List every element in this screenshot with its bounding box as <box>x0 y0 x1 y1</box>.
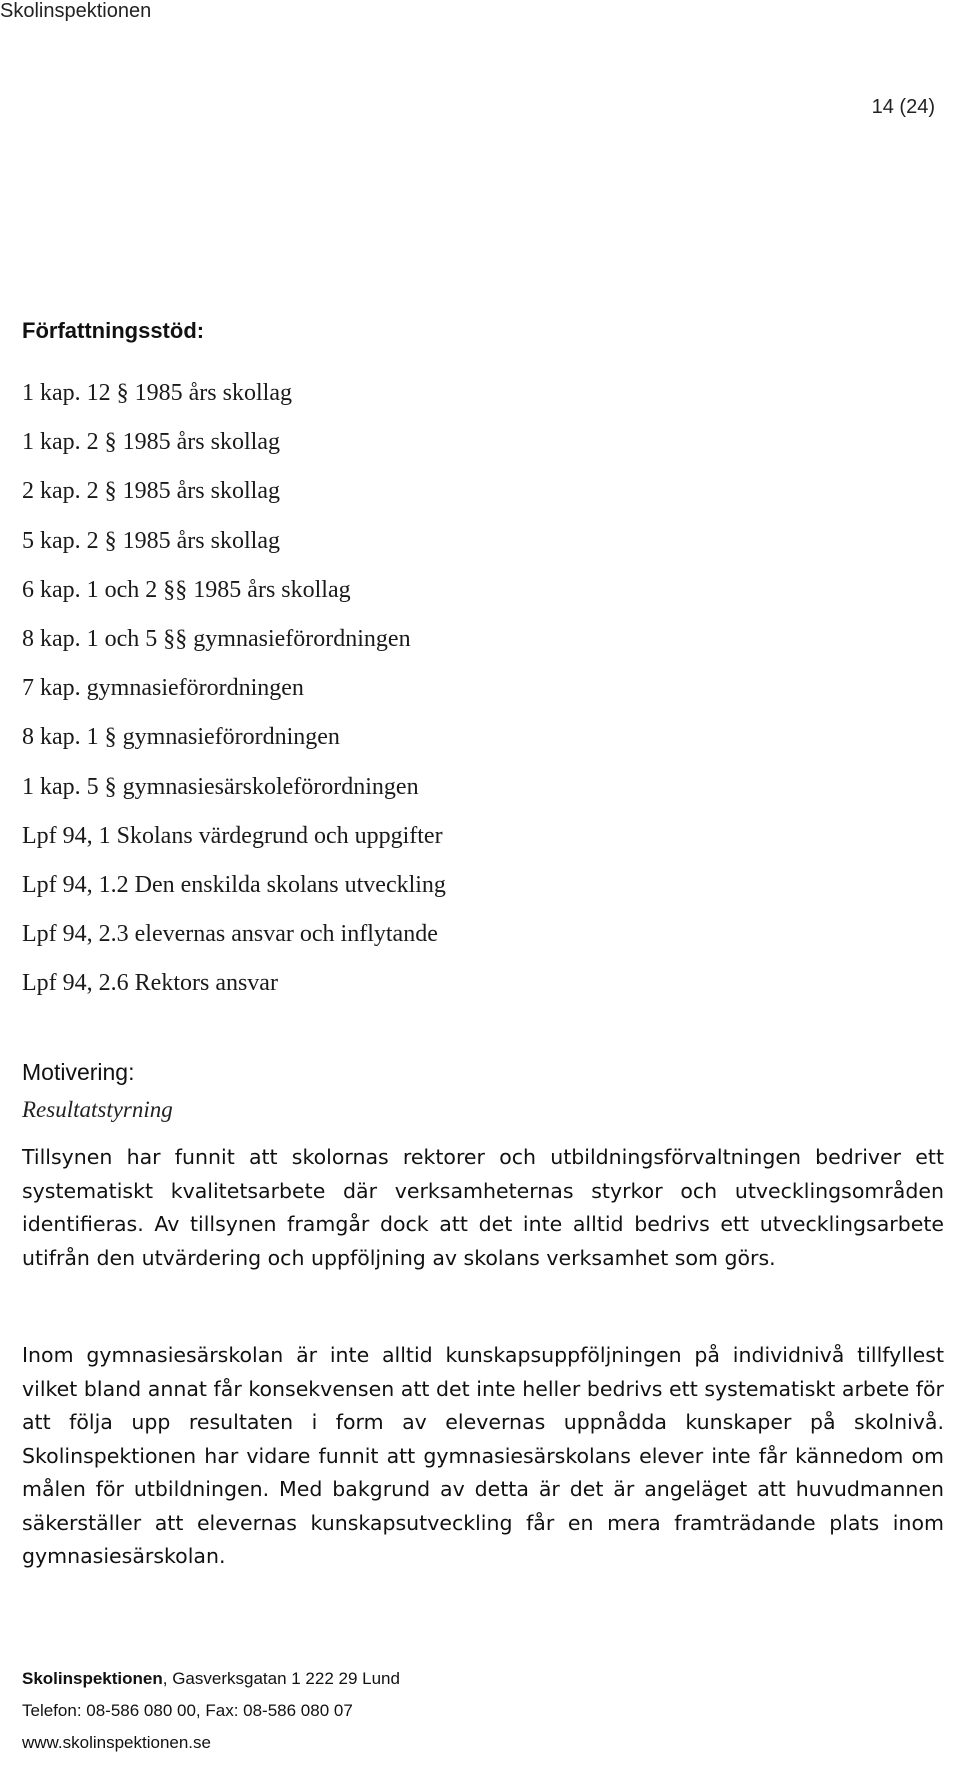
motivation-paragraph: Inom gymnasiesärskolan är inte alltid kunskapsuppföljningen på individnivå tillfyllest vilket bland annat får konsekvensen att det inte heller bedrivs ett systematiskt arbete för att följa upp resultaten i form av elevernas uppnådda kunskaper på skolnivå. Skolinspektionen har vidare funnit att gymnasiesärskolans elever inte får kännedom om målen för utbildningen. Med bakgrund av detta är det är angeläget att huvudmannen säkerställer att elevernas kunskapsutveckling får en mera framträdande plats inom gymnasiesärskolan. <box>22 1343 944 1568</box>
regulation-item: Lpf 94, 1 Skolans värdegrund och uppgifter <box>22 822 443 849</box>
motivation-subheading: Resultatstyrning <box>22 1097 173 1122</box>
motivation-paragraph: Tillsynen har funnit att skolornas rektorer och utbildningsförvaltningen bedriver ett systematiskt kvalitetsarbete där verksamheternas styrkor och utvecklingsområden identifieras. Av tillsynen framgår dock att det inte alltid bedrivs ett utvecklingsarbete utifrån den utvärdering och uppföljning av skolans verksamhet som görs. <box>22 1145 944 1270</box>
footer-address: , Gasverksgatan 1 222 29 Lund <box>162 1669 400 1688</box>
regulation-item: 1 kap. 2 § 1985 års skollag <box>22 429 280 456</box>
regulation-item: 2 kap. 2 § 1985 års skollag <box>22 478 280 505</box>
regulation-item: 5 kap. 2 § 1985 års skollag <box>22 527 280 554</box>
header-org: Skolinspektionen <box>0 0 152 22</box>
regulation-item: 8 kap. 1 § gymnasieförordningen <box>22 724 340 751</box>
regulation-list <box>22 369 446 1009</box>
footer-phone: Telefon: 08-586 080 00, Fax: 08-586 080 07 <box>22 1701 353 1720</box>
regulation-item: 7 kap. gymnasieförordningen <box>22 675 304 702</box>
footer <box>22 1663 400 1759</box>
motivation-heading: Motivering: <box>22 1059 135 1085</box>
regulation-item: 6 kap. 1 och 2 §§ 1985 års skollag <box>22 576 351 603</box>
footer-website: www.skolinspektionen.se <box>22 1733 211 1752</box>
regulation-item: Lpf 94, 2.6 Rektors ansvar <box>22 970 278 997</box>
regulation-item: 1 kap. 5 § gymnasiesärskoleförordningen <box>22 773 419 800</box>
regulation-heading: Författningsstöd: <box>22 318 205 343</box>
footer-org: Skolinspektionen <box>22 1669 163 1688</box>
regulation-item: Lpf 94, 1.2 Den enskilda skolans utveckling <box>22 872 446 899</box>
regulation-item: 1 kap. 12 § 1985 års skollag <box>22 380 292 406</box>
regulation-item: Lpf 94, 2.3 elevernas ansvar och inflytande <box>22 921 438 948</box>
footer-address-line <box>22 1663 400 1695</box>
regulation-item: 8 kap. 1 och 5 §§ gymnasieförordningen <box>22 626 411 653</box>
page-number: 14 (24) <box>871 96 935 118</box>
